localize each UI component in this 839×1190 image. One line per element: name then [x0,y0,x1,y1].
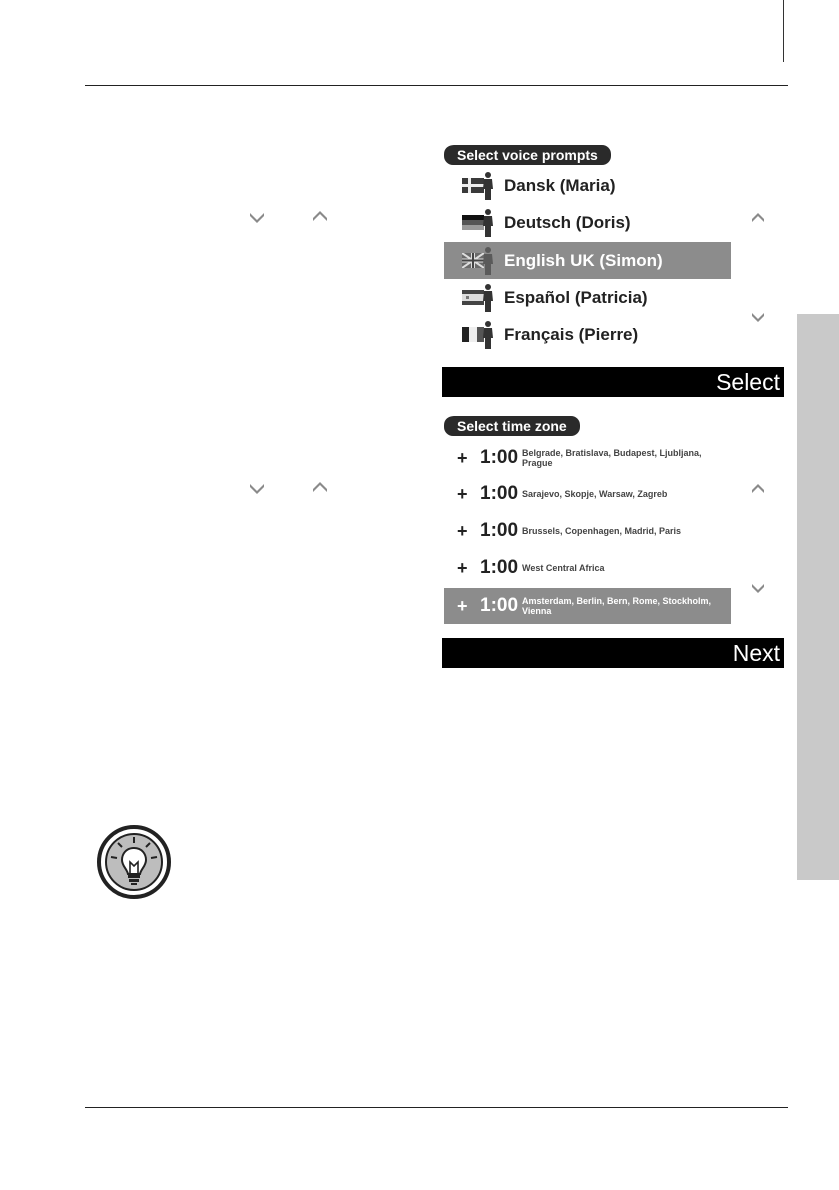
chevron-down-icon [248,210,266,224]
city-list: Amsterdam, Berlin, Bern, Rome, Stockholm, Vienna [522,596,712,616]
offset-value: 1:00 [480,520,519,541]
header-rule [85,85,788,86]
speaker-silhouette-icon [482,246,494,275]
voice-item-label: Deutsch (Doris) [504,213,631,232]
danish-flag-icon [462,178,484,193]
voice-item-espanol[interactable] [444,279,731,316]
select-button[interactable]: Select [716,369,780,395]
time-zone-item[interactable] [444,550,731,586]
speaker-silhouette-icon [482,283,494,312]
speaker-silhouette-icon [482,171,494,200]
offset-sign: + [457,521,468,541]
voice-item-label: Español (Patricia) [504,288,648,307]
offset-value: 1:00 [480,595,519,616]
page-cut-mark [783,0,784,62]
time-zone-item-selected[interactable] [444,588,731,624]
offset-sign: + [457,596,468,616]
city-list: Brussels, Copenhagen, Madrid, Paris [522,526,682,536]
scroll-down-icon[interactable] [750,582,766,594]
german-flag-icon [462,215,484,230]
city-list: Belgrade, Bratislava, Budapest, Ljubljana, Prague [522,448,702,468]
scroll-up-icon[interactable] [750,483,766,495]
time-zone-item[interactable] [444,440,731,476]
scroll-up-icon[interactable] [750,212,766,224]
next-button[interactable]: Next [732,640,780,666]
chevron-up-icon [311,210,329,224]
city-list: West Central Africa [522,563,605,573]
voice-item-francais[interactable] [444,316,731,353]
chevron-down-icon [248,481,266,495]
footer-rule [85,1107,788,1108]
time-zone-item[interactable] [444,513,731,549]
offset-value: 1:00 [480,483,519,504]
offset-sign: + [457,484,468,504]
uk-flag-icon [462,253,484,268]
offset-sign: + [457,448,468,468]
voice-prompts-screen [442,145,784,397]
voice-prompts-title: Select voice prompts [444,145,611,165]
voice-item-deutsch[interactable] [444,204,731,241]
voice-item-english-uk[interactable] [444,242,731,279]
scroll-down-icon[interactable] [750,311,766,323]
time-zone-item[interactable] [444,476,731,512]
time-zone-title: Select time zone [444,416,580,436]
voice-action-bar [442,367,784,397]
chapter-side-tab [797,314,839,880]
time-zone-screen [442,416,784,668]
voice-item-label: English UK (Simon) [504,251,663,270]
time-zone-action-bar [442,638,784,668]
speaker-silhouette-icon [482,208,494,237]
offset-sign: + [457,558,468,578]
offset-value: 1:00 [480,557,519,578]
voice-item-label: Dansk (Maria) [504,176,616,195]
voice-item-label: Français (Pierre) [504,325,639,344]
chevron-up-icon [311,481,329,495]
french-flag-icon [462,327,484,342]
voice-item-dansk[interactable] [444,167,731,204]
offset-value: 1:00 [480,447,519,468]
city-list: Sarajevo, Skopje, Warsaw, Zagreb [522,489,668,499]
spanish-flag-icon [462,290,484,305]
lightbulb-icon [96,824,172,900]
speaker-silhouette-icon [482,320,494,349]
